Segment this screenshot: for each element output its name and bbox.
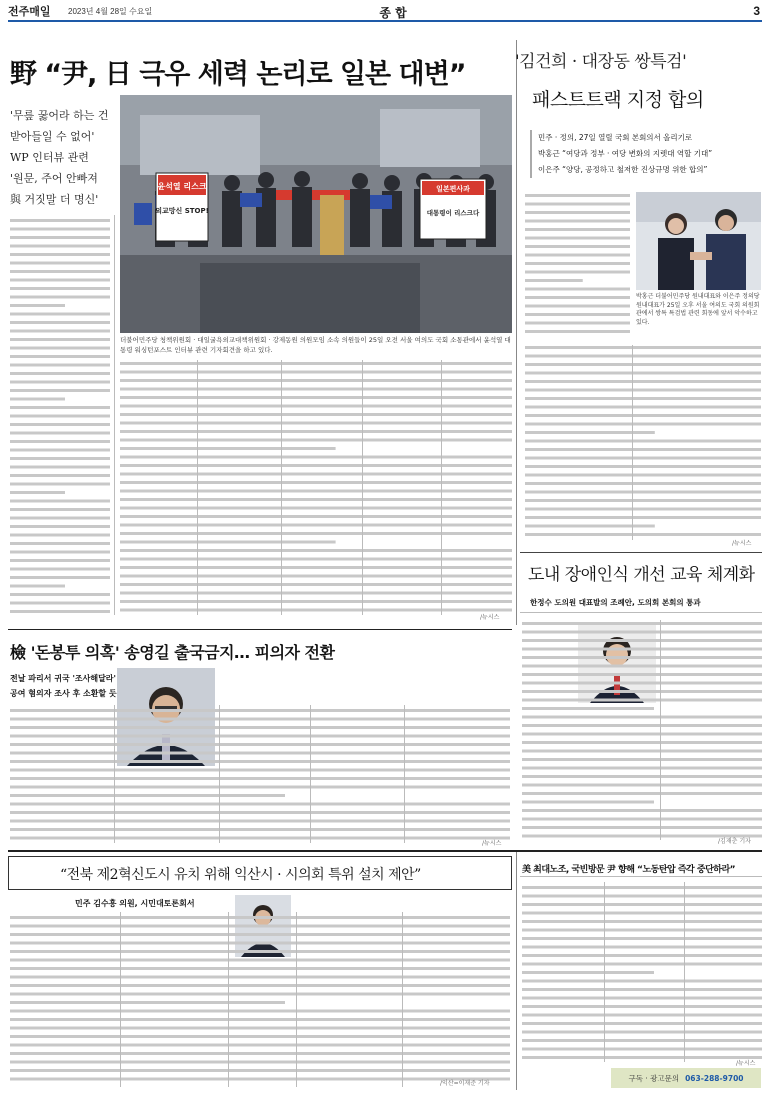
song-sub-2: 공여 혐의자 조사 후 소환할 듯 bbox=[10, 689, 117, 698]
text-line bbox=[10, 950, 510, 953]
text-line bbox=[10, 585, 65, 588]
text-line bbox=[525, 465, 761, 468]
text-line bbox=[10, 389, 110, 392]
side-head: '무릎 꿇어라 하는 건 bbox=[10, 109, 109, 122]
text-line bbox=[522, 963, 762, 966]
masthead bbox=[8, 2, 762, 22]
text-line bbox=[10, 219, 110, 222]
text-line bbox=[10, 279, 110, 282]
text-line bbox=[10, 364, 110, 367]
text-line bbox=[120, 558, 512, 561]
text-line bbox=[10, 984, 510, 987]
text-line bbox=[10, 976, 510, 979]
text-line bbox=[525, 406, 761, 409]
page-number: 3 bbox=[753, 4, 760, 18]
text-line bbox=[10, 432, 110, 435]
text-line bbox=[10, 1027, 510, 1030]
edu-sub: 한정수 도의원 대표발의 조례안, 도의회 본회의 통과 bbox=[530, 598, 701, 607]
body-text-lines bbox=[522, 882, 762, 1062]
text-line bbox=[522, 775, 762, 778]
text-line bbox=[10, 1010, 510, 1013]
song-body bbox=[10, 705, 510, 845]
text-line bbox=[10, 811, 510, 814]
ad-phone: 063-288-9700 bbox=[685, 1073, 744, 1083]
text-line bbox=[522, 886, 762, 889]
text-line bbox=[522, 631, 762, 634]
column-rule bbox=[281, 360, 282, 615]
text-line bbox=[10, 381, 110, 384]
side-head: '원문, 주어 안빠져 bbox=[10, 172, 98, 185]
text-line bbox=[525, 533, 761, 536]
text-line bbox=[525, 355, 761, 358]
text-line bbox=[10, 287, 110, 290]
page-column-divider bbox=[516, 40, 517, 625]
text-line bbox=[10, 593, 110, 596]
text-line bbox=[522, 682, 762, 685]
column-rule bbox=[660, 620, 661, 840]
text-line bbox=[525, 380, 761, 383]
text-line bbox=[522, 997, 762, 1000]
text-line bbox=[522, 1022, 762, 1025]
column-rule bbox=[362, 360, 363, 615]
column-rule bbox=[604, 882, 605, 1062]
text-line bbox=[522, 1014, 762, 1017]
text-line bbox=[10, 1035, 510, 1038]
text-line bbox=[120, 532, 512, 535]
labor-body bbox=[522, 882, 762, 1062]
text-line bbox=[525, 440, 761, 443]
text-line bbox=[120, 490, 512, 493]
text-line bbox=[10, 1078, 510, 1081]
text-line bbox=[10, 440, 110, 443]
section-rule bbox=[520, 552, 762, 553]
text-line bbox=[525, 372, 761, 375]
text-line bbox=[10, 262, 110, 265]
text-line bbox=[120, 379, 512, 382]
text-line bbox=[522, 792, 762, 795]
text-line bbox=[10, 576, 110, 579]
text-line bbox=[522, 639, 762, 642]
text-line bbox=[120, 362, 512, 365]
column-rule bbox=[219, 705, 220, 843]
text-line bbox=[522, 673, 762, 676]
text-line bbox=[10, 330, 110, 333]
text-line bbox=[120, 600, 512, 603]
text-line bbox=[10, 959, 510, 962]
text-line bbox=[10, 534, 110, 537]
sign-text: 윤석열 리스크 bbox=[157, 182, 207, 191]
labor-title: 美 최대노조, 국빈방문 尹 향해 “노동탄압 즉각 중단하라” bbox=[522, 865, 736, 875]
text-line bbox=[10, 491, 65, 494]
body-text-lines bbox=[10, 705, 510, 845]
text-line bbox=[525, 313, 630, 316]
text-line bbox=[525, 346, 761, 349]
text-line bbox=[522, 750, 762, 753]
song-sub-1: 전날 파리서 귀국 '조사해달라' bbox=[10, 674, 116, 683]
text-line bbox=[120, 473, 512, 476]
iksan-sub: 민주 김수흥 의원, 시민대토론회서 bbox=[75, 899, 195, 908]
text-line bbox=[10, 372, 110, 375]
text-line bbox=[525, 414, 761, 417]
text-line bbox=[120, 566, 512, 569]
press-conference-photo bbox=[120, 95, 512, 333]
handshake-photo bbox=[636, 192, 761, 290]
section-name: 종 합 bbox=[379, 6, 407, 20]
text-line bbox=[525, 254, 630, 257]
text-line bbox=[10, 559, 110, 562]
text-line bbox=[120, 430, 512, 433]
text-line bbox=[522, 741, 762, 744]
section-rule bbox=[8, 850, 762, 852]
text-line bbox=[10, 820, 510, 823]
right-body-top bbox=[525, 190, 630, 340]
text-line bbox=[525, 525, 655, 528]
text-line bbox=[10, 296, 110, 299]
text-line bbox=[525, 448, 761, 451]
text-line bbox=[10, 338, 110, 341]
text-line bbox=[10, 1052, 510, 1055]
lead-headline: 野 “尹, 日 극우 세력 논리로 일본 대변” bbox=[10, 59, 466, 90]
text-line bbox=[10, 1061, 510, 1064]
text-line bbox=[10, 508, 110, 511]
iksan-body bbox=[10, 912, 510, 1087]
text-line bbox=[522, 1039, 762, 1042]
body-text-lines bbox=[10, 215, 110, 615]
text-line bbox=[10, 466, 110, 469]
text-line bbox=[10, 828, 510, 831]
body-text-lines bbox=[525, 342, 761, 542]
text-line bbox=[10, 270, 110, 273]
text-line bbox=[522, 818, 762, 821]
text-line bbox=[10, 542, 110, 545]
right-body-bottom bbox=[525, 342, 761, 542]
text-line bbox=[525, 363, 761, 366]
text-line bbox=[10, 525, 110, 528]
text-line bbox=[10, 228, 110, 231]
text-line bbox=[10, 517, 110, 520]
text-line bbox=[525, 431, 655, 434]
subhead: 박홍근 “여당과 정부 · 여당 변화의 지렛대 역할 기대” bbox=[538, 149, 713, 158]
iksan-title: “전북 제2혁신도시 유치 위해 익산시 · 시의회 특위 설치 제안” bbox=[60, 867, 421, 883]
right-subheads bbox=[530, 130, 760, 178]
text-line bbox=[525, 516, 761, 519]
text-line bbox=[525, 457, 761, 460]
text-line bbox=[522, 929, 762, 932]
text-line bbox=[525, 389, 761, 392]
lead-photo bbox=[120, 95, 512, 333]
text-line bbox=[522, 758, 762, 761]
text-line bbox=[120, 507, 512, 510]
edu-body bbox=[522, 618, 762, 843]
text-line bbox=[10, 967, 510, 970]
right-byline: /뉴시스 bbox=[732, 540, 752, 547]
text-line bbox=[522, 690, 762, 693]
text-line bbox=[10, 398, 65, 401]
text-line bbox=[10, 355, 110, 358]
text-line bbox=[10, 769, 510, 772]
text-line bbox=[525, 279, 583, 282]
right-photo-caption: 박홍근 더불어민주당 원내대표와 이은주 정의당 원내대표가 25일 오후 서울 여의도 국회 의원회관에서 쌍특 특검법 관련 회동에 앞서 악수하고 있다. bbox=[636, 293, 760, 326]
column-rule bbox=[441, 360, 442, 615]
column-rule bbox=[197, 360, 198, 615]
text-line bbox=[522, 1048, 762, 1051]
column-rule bbox=[404, 705, 405, 843]
text-line bbox=[10, 1018, 510, 1021]
text-line bbox=[522, 699, 762, 702]
text-line bbox=[120, 481, 512, 484]
section-rule bbox=[520, 876, 762, 877]
text-line bbox=[120, 549, 512, 552]
text-line bbox=[10, 423, 110, 426]
text-line bbox=[10, 483, 110, 486]
text-line bbox=[522, 784, 762, 787]
text-line bbox=[525, 482, 761, 485]
text-line bbox=[120, 524, 512, 527]
text-line bbox=[522, 1031, 762, 1034]
sign-text: 외교망신 STOP! bbox=[155, 207, 209, 215]
text-line bbox=[10, 457, 110, 460]
text-line bbox=[10, 726, 510, 729]
text-line bbox=[10, 313, 110, 316]
text-line bbox=[522, 1056, 762, 1059]
body-text-lines bbox=[522, 618, 762, 843]
edu-byline: /김재춘 기자 bbox=[718, 838, 751, 845]
text-line bbox=[10, 474, 110, 477]
text-line bbox=[10, 321, 110, 324]
text-line bbox=[522, 665, 762, 668]
text-line bbox=[120, 583, 512, 586]
text-line bbox=[120, 413, 512, 416]
text-line bbox=[525, 228, 630, 231]
text-line bbox=[525, 203, 630, 206]
text-line bbox=[522, 937, 762, 940]
text-line bbox=[10, 1001, 285, 1004]
text-line bbox=[522, 988, 762, 991]
text-line bbox=[120, 396, 512, 399]
text-line bbox=[522, 1005, 762, 1008]
text-line bbox=[525, 305, 630, 308]
text-line bbox=[522, 656, 762, 659]
text-line bbox=[525, 499, 761, 502]
text-line bbox=[10, 743, 510, 746]
text-line bbox=[525, 423, 761, 426]
text-line bbox=[10, 253, 110, 256]
text-line bbox=[525, 211, 630, 214]
lead-photo-caption: 더불어민주당 청책위원회 · 대일굴욕외교대책위원회 · 강제동원 의원모임 소속 의원들이 25일 오전 서울 여의도 국회 소통관에서 윤석열 대통령 워싱턴포스트 인터뷰 관련 기자회견을 하고 있다. bbox=[120, 336, 511, 354]
body-text-lines bbox=[10, 912, 510, 1087]
text-line bbox=[10, 415, 110, 418]
column-rule bbox=[632, 345, 633, 540]
column-rule bbox=[120, 912, 121, 1087]
iksan-byline: /익산=이재준 기자 bbox=[440, 1080, 490, 1087]
text-line bbox=[10, 709, 510, 712]
text-line bbox=[10, 786, 510, 789]
text-line bbox=[522, 920, 762, 923]
text-line bbox=[10, 610, 110, 613]
body-text-lines bbox=[120, 358, 512, 616]
edu-title: 도내 장애인식 개선 교육 체계화 bbox=[528, 565, 755, 585]
text-line bbox=[522, 767, 762, 770]
column-rule bbox=[402, 912, 403, 1087]
column-rule bbox=[310, 705, 311, 843]
lead-side-heads bbox=[10, 105, 120, 210]
text-line bbox=[525, 245, 630, 248]
lead-body-left bbox=[10, 215, 110, 615]
text-line bbox=[10, 916, 510, 919]
text-line bbox=[10, 551, 110, 554]
text-line bbox=[10, 1069, 510, 1072]
sign-text: 일본편사과 bbox=[436, 185, 470, 193]
text-line bbox=[10, 993, 510, 996]
text-line bbox=[120, 405, 512, 408]
text-line bbox=[10, 602, 110, 605]
text-line bbox=[10, 837, 510, 840]
text-line bbox=[525, 508, 761, 511]
text-line bbox=[120, 515, 512, 518]
text-line bbox=[120, 575, 512, 578]
text-line bbox=[522, 733, 762, 736]
song-title: 檢 '돈봉투 의혹' 송영길 출국금지… 피의자 전환 bbox=[10, 643, 335, 662]
text-line bbox=[120, 456, 512, 459]
sign-text: 대통령이 리스크다 bbox=[426, 209, 480, 217]
text-line bbox=[525, 474, 761, 477]
text-line bbox=[525, 194, 630, 197]
section-rule bbox=[520, 612, 762, 613]
text-line bbox=[525, 220, 630, 223]
text-line bbox=[10, 933, 510, 936]
text-line bbox=[10, 304, 65, 307]
text-line bbox=[120, 592, 512, 595]
text-line bbox=[10, 718, 510, 721]
text-line bbox=[10, 794, 285, 797]
ad-label: 구독 · 광고문의 bbox=[628, 1073, 680, 1083]
side-head: WP 인터뷰 관련 bbox=[10, 151, 89, 164]
text-line bbox=[10, 1044, 510, 1047]
text-line bbox=[120, 447, 336, 450]
text-line bbox=[120, 541, 336, 544]
lead-body-bottom bbox=[120, 358, 512, 616]
text-line bbox=[10, 752, 510, 755]
issue-date: 2023년 4월 28일 수요일 bbox=[68, 6, 153, 16]
paper-name: 전주매일 bbox=[8, 5, 51, 18]
text-line bbox=[522, 716, 762, 719]
text-line bbox=[10, 735, 510, 738]
text-line bbox=[522, 724, 762, 727]
text-line bbox=[522, 801, 654, 804]
column-rule bbox=[114, 215, 115, 615]
column-rule bbox=[228, 912, 229, 1087]
text-line bbox=[10, 777, 510, 780]
lead-byline: /뉴시스 bbox=[480, 614, 500, 621]
text-line bbox=[10, 406, 110, 409]
text-line bbox=[525, 296, 630, 299]
text-line bbox=[10, 568, 110, 571]
labor-byline: /뉴시스 bbox=[736, 1060, 756, 1067]
text-line bbox=[525, 288, 630, 291]
text-line bbox=[525, 491, 761, 494]
text-line bbox=[522, 980, 762, 983]
right-kicker: '김건희 · 대장동 쌍특검' bbox=[515, 52, 687, 72]
text-line bbox=[525, 397, 761, 400]
text-line bbox=[10, 803, 510, 806]
right-title: 패스트트랙 지정 합의 bbox=[532, 89, 704, 111]
text-line bbox=[10, 760, 510, 763]
text-line bbox=[522, 622, 762, 625]
text-line bbox=[10, 500, 110, 503]
subscription-ad[interactable] bbox=[611, 1068, 761, 1088]
subhead: 이은주 “양당, 공정하고 철저한 진상규명 위한 합의” bbox=[538, 165, 708, 174]
text-line bbox=[10, 449, 110, 452]
text-line bbox=[10, 245, 110, 248]
song-byline: /뉴시스 bbox=[482, 840, 502, 847]
text-line bbox=[522, 912, 762, 915]
body-text-lines bbox=[525, 190, 630, 340]
column-rule bbox=[684, 882, 685, 1062]
text-line bbox=[525, 262, 630, 265]
text-line bbox=[10, 347, 110, 350]
text-line bbox=[522, 971, 654, 974]
text-line bbox=[522, 809, 762, 812]
text-line bbox=[522, 946, 762, 949]
side-head: 받아들일 수 없어' bbox=[10, 130, 95, 143]
text-line bbox=[10, 925, 510, 928]
text-line bbox=[120, 464, 512, 467]
text-line bbox=[525, 330, 630, 333]
text-line bbox=[525, 322, 630, 325]
side-head: 與 거짓말 더 명신' bbox=[10, 193, 99, 206]
column-rule bbox=[296, 912, 297, 1087]
text-line bbox=[522, 707, 654, 710]
right-photo bbox=[636, 192, 761, 290]
text-line bbox=[525, 237, 630, 240]
text-line bbox=[120, 422, 512, 425]
text-line bbox=[522, 954, 762, 957]
text-line bbox=[120, 609, 512, 612]
text-line bbox=[10, 236, 110, 239]
text-line bbox=[522, 903, 762, 906]
column-rule bbox=[114, 705, 115, 843]
text-line bbox=[120, 498, 512, 501]
page-column-divider bbox=[516, 852, 517, 1090]
text-line bbox=[522, 826, 762, 829]
text-line bbox=[522, 895, 762, 898]
text-line bbox=[522, 648, 762, 651]
subhead: 민주 · 정의, 27일 열릴 국회 본회의서 올리기로 bbox=[538, 133, 693, 142]
text-line bbox=[120, 388, 512, 391]
text-line bbox=[120, 439, 512, 442]
text-line bbox=[525, 271, 630, 274]
section-rule bbox=[8, 629, 512, 630]
text-line bbox=[120, 371, 512, 374]
text-line bbox=[10, 942, 510, 945]
